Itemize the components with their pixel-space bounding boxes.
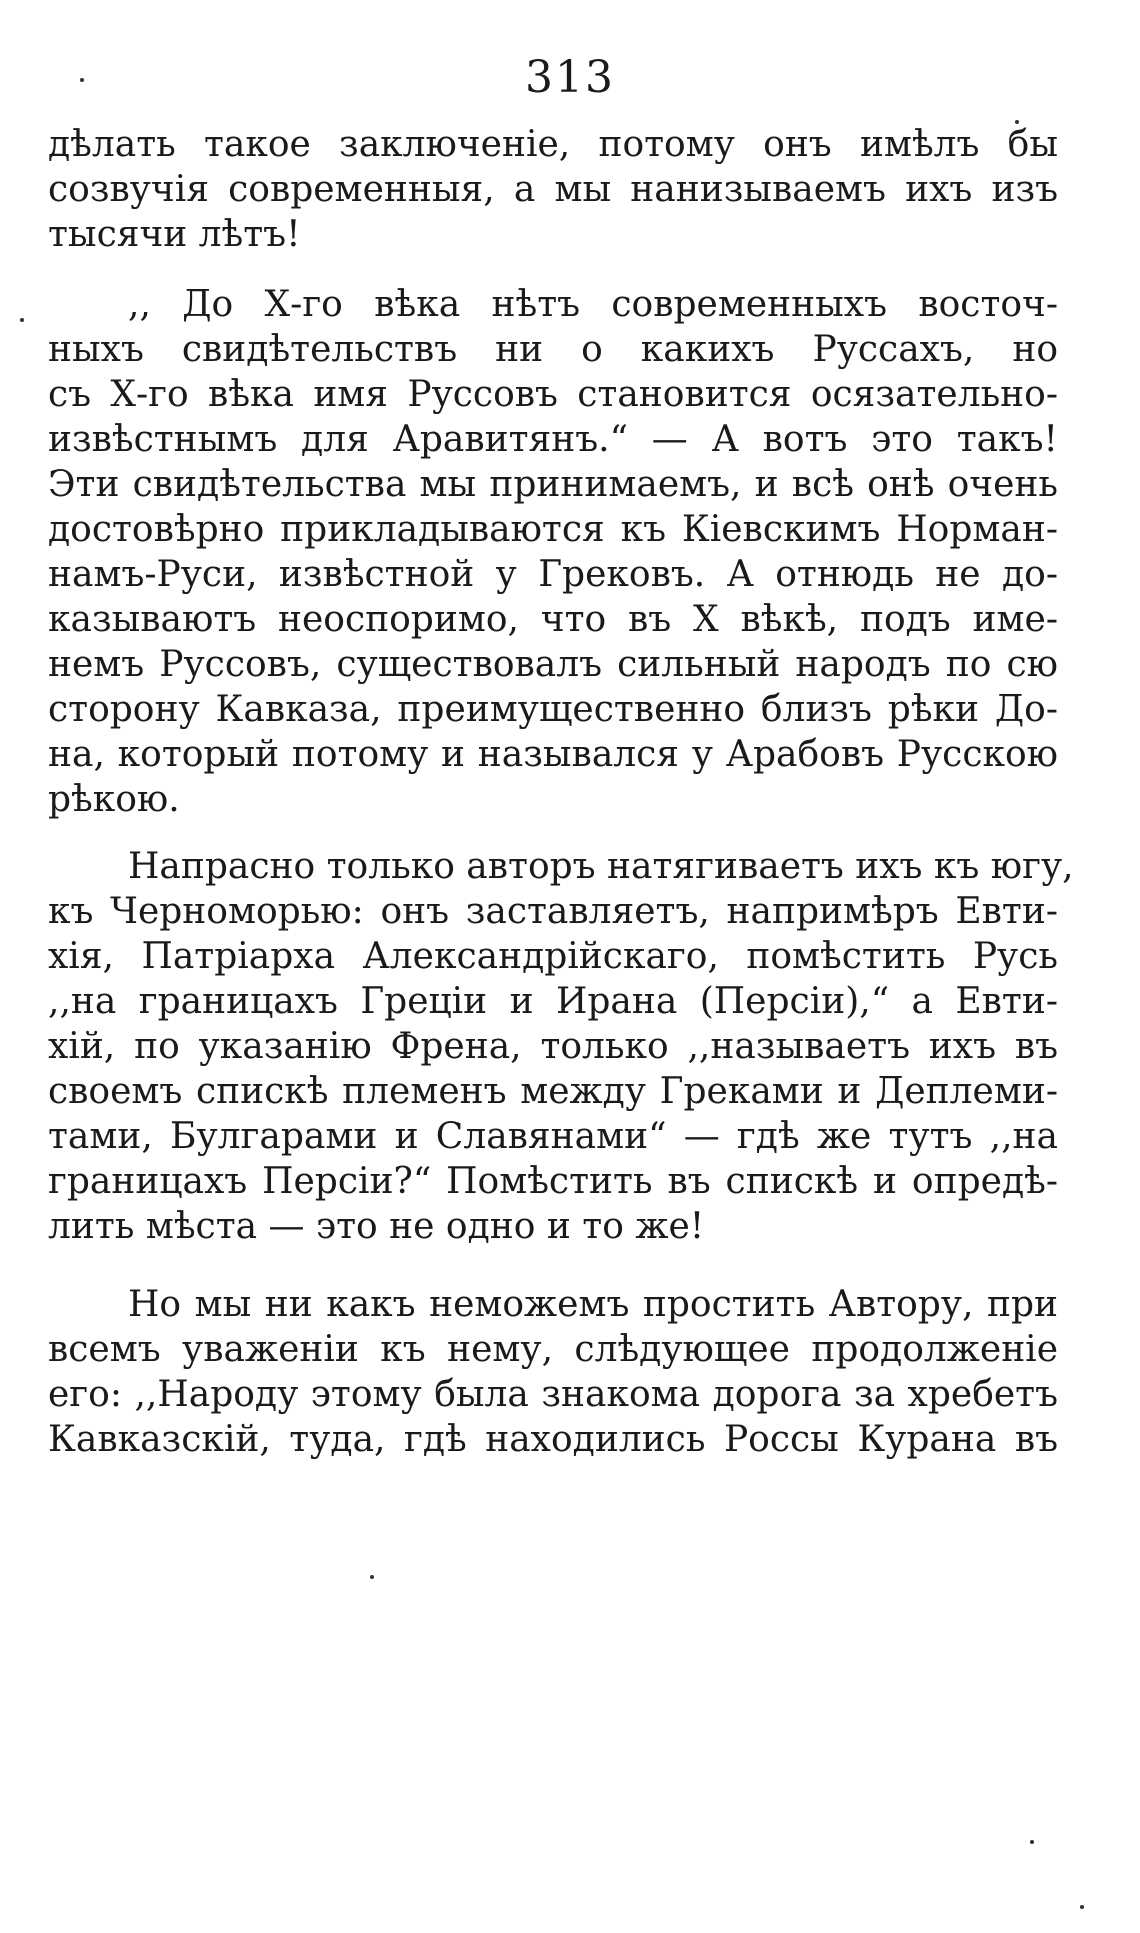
text-line: извѣстнымъ для Аравитянъ.“ — А вотъ это такъ!: [48, 419, 1058, 460]
text-line: ,,на границахъ Греціи и Ирана (Персіи),“ а Евти-: [48, 981, 1058, 1022]
text-line: на, который потому и назывался у Арабовъ Русскою: [48, 734, 1058, 775]
text-line: созвучія современныя, а мы нанизываемъ ихъ изъ: [48, 169, 1058, 210]
text-line: казываютъ неоспоримо, что въ Х вѣкѣ, подъ име-: [48, 599, 1058, 640]
text-line: лить мѣста — это не одно и то же!: [48, 1206, 705, 1247]
print-speck: [370, 1575, 374, 1579]
text-line: хія, Патріарха Александрійскаго, помѣстить Русь: [48, 936, 1058, 977]
text-line: ,, До Х-го вѣка нѣтъ современныхъ восточ-: [128, 284, 1058, 325]
text-line: Но мы ни какъ неможемъ простить Автору, при: [128, 1284, 1058, 1325]
text-line: его: ,,Народу этому была знакома дорога за хребетъ: [48, 1374, 1058, 1415]
text-line: къ Черноморью: онъ заставляетъ, напримѣръ Евти-: [48, 891, 1058, 932]
text-line: Кавказскій, туда, гдѣ находились Россы Курана въ: [48, 1419, 1058, 1460]
text-line: рѣкою.: [48, 779, 180, 820]
print-speck: [1030, 1840, 1034, 1844]
print-speck: [20, 318, 24, 322]
text-line: съ Х-го вѣка имя Руссовъ становится осязательно-: [48, 374, 1058, 415]
text-line: тами, Булгарами и Славянами“ — гдѣ же тутъ ,,на: [48, 1116, 1058, 1157]
text-line: хій, по указанію Френа, только ,,называетъ ихъ въ: [48, 1026, 1058, 1067]
text-line: Эти свидѣтельства мы принимаемъ, и всѣ онѣ очень: [48, 464, 1058, 505]
page-number: 313: [525, 52, 615, 103]
text-line: ныхъ свидѣтельствъ ни о какихъ Руссахъ, но: [48, 329, 1058, 370]
text-line: всемъ уваженіи къ нему, слѣдующее продолженіе: [48, 1329, 1058, 1370]
text-line: достовѣрно прикладываются къ Кіевскимъ Норман-: [48, 509, 1058, 550]
print-speck: [1080, 1905, 1084, 1909]
text-line: дѣлать такое заключеніе, потому онъ имѣлъ бы: [48, 124, 1058, 165]
text-line: сторону Кавказа, преимущественно близъ рѣки До-: [48, 689, 1058, 730]
text-line: намъ-Руси, извѣстной у Грековъ. А отнюдь не до-: [48, 554, 1058, 595]
text-line: немъ Руссовъ, существовалъ сильный народъ по сю: [48, 644, 1058, 685]
print-speck: [80, 78, 84, 82]
text-line: своемъ спискѣ племенъ между Греками и Деплеми-: [48, 1071, 1058, 1112]
text-line: Напрасно только авторъ натягиваетъ ихъ къ югу,: [128, 846, 1074, 887]
print-speck: [1015, 120, 1019, 124]
text-line: тысячи лѣтъ!: [48, 214, 301, 255]
text-line: границахъ Персіи?“ Помѣстить въ спискѣ и опредѣ-: [48, 1161, 1058, 1202]
